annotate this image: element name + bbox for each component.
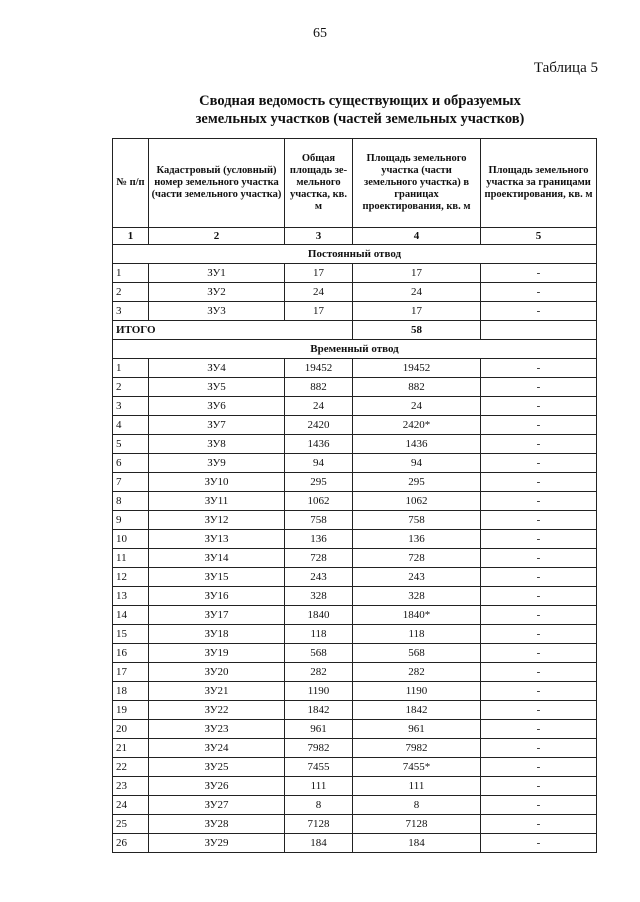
inside-area: 2420* xyxy=(353,416,481,435)
row-number: 3 xyxy=(113,302,149,321)
cadastral-number: ЗУ29 xyxy=(149,834,285,853)
outside-area: - xyxy=(481,796,597,815)
inside-area: 1190 xyxy=(353,682,481,701)
row-number: 2 xyxy=(113,378,149,397)
column-numbers-row xyxy=(113,228,597,245)
row-number: 8 xyxy=(113,492,149,511)
row-number: 10 xyxy=(113,530,149,549)
inside-area: 728 xyxy=(353,549,481,568)
outside-area: - xyxy=(481,663,597,682)
row-number: 3 xyxy=(113,397,149,416)
row-number: 7 xyxy=(113,473,149,492)
outside-area: - xyxy=(481,815,597,834)
outside-area: - xyxy=(481,568,597,587)
row-number: 25 xyxy=(113,815,149,834)
total-area: 24 xyxy=(285,283,353,302)
table-row xyxy=(113,359,597,378)
row-number: 4 xyxy=(113,416,149,435)
table-row xyxy=(113,682,597,701)
row-number: 23 xyxy=(113,777,149,796)
cadastral-number: ЗУ21 xyxy=(149,682,285,701)
outside-area: - xyxy=(481,283,597,302)
table-row xyxy=(113,378,597,397)
row-number: 5 xyxy=(113,435,149,454)
table-row xyxy=(113,530,597,549)
total-area: 328 xyxy=(285,587,353,606)
table-row xyxy=(113,473,597,492)
cadastral-number: ЗУ8 xyxy=(149,435,285,454)
outside-area: - xyxy=(481,834,597,853)
total-area: 882 xyxy=(285,378,353,397)
total-area: 184 xyxy=(285,834,353,853)
inside-area: 1062 xyxy=(353,492,481,511)
cadastral-number: ЗУ13 xyxy=(149,530,285,549)
table-row xyxy=(113,264,597,283)
table-row xyxy=(113,511,597,530)
row-number: 6 xyxy=(113,454,149,473)
total-area: 136 xyxy=(285,530,353,549)
inside-area: 882 xyxy=(353,378,481,397)
header-cell: Кадастровый (условный) номер земельного участка (части земельного участка) xyxy=(149,139,285,228)
table-label: Таблица 5 xyxy=(533,60,598,76)
cadastral-number: ЗУ22 xyxy=(149,701,285,720)
cadastral-number: ЗУ12 xyxy=(149,511,285,530)
total-area: 1436 xyxy=(285,435,353,454)
inside-area: 295 xyxy=(353,473,481,492)
total-area: 19452 xyxy=(285,359,353,378)
total-area: 7128 xyxy=(285,815,353,834)
inside-area: 24 xyxy=(353,283,481,302)
total-area: 1190 xyxy=(285,682,353,701)
cadastral-number: ЗУ3 xyxy=(149,302,285,321)
total-area: 118 xyxy=(285,625,353,644)
inside-area: 1436 xyxy=(353,435,481,454)
total-row xyxy=(113,321,597,340)
cadastral-number: ЗУ5 xyxy=(149,378,285,397)
column-number: 4 xyxy=(353,228,481,245)
inside-area: 111 xyxy=(353,777,481,796)
inside-area: 17 xyxy=(353,302,481,321)
cadastral-number: ЗУ27 xyxy=(149,796,285,815)
header-row xyxy=(113,139,597,228)
row-number: 1 xyxy=(113,359,149,378)
table-row xyxy=(113,720,597,739)
cadastral-number: ЗУ10 xyxy=(149,473,285,492)
table-row xyxy=(113,302,597,321)
table-row xyxy=(113,492,597,511)
outside-area: - xyxy=(481,701,597,720)
outside-area: - xyxy=(481,758,597,777)
cadastral-number: ЗУ28 xyxy=(149,815,285,834)
total-area: 1840 xyxy=(285,606,353,625)
cadastral-number: ЗУ25 xyxy=(149,758,285,777)
outside-area: - xyxy=(481,473,597,492)
document-title xyxy=(0,92,640,128)
cadastral-number: ЗУ1 xyxy=(149,264,285,283)
cadastral-number: ЗУ20 xyxy=(149,663,285,682)
header-cell: № п/п xyxy=(113,139,149,228)
outside-area: - xyxy=(481,606,597,625)
row-number: 17 xyxy=(113,663,149,682)
table-row xyxy=(113,549,597,568)
total-area: 8 xyxy=(285,796,353,815)
cadastral-number: ЗУ18 xyxy=(149,625,285,644)
total-area: 295 xyxy=(285,473,353,492)
cadastral-number: ЗУ23 xyxy=(149,720,285,739)
table-row xyxy=(113,796,597,815)
table-row xyxy=(113,758,597,777)
row-number: 16 xyxy=(113,644,149,663)
land-plots-table xyxy=(112,138,597,853)
inside-area: 94 xyxy=(353,454,481,473)
cadastral-number: ЗУ24 xyxy=(149,739,285,758)
table-row xyxy=(113,454,597,473)
table-row xyxy=(113,815,597,834)
row-number: 2 xyxy=(113,283,149,302)
header-cell: Площадь земельного участка за границами проектирования, кв. м xyxy=(481,139,597,228)
inside-area: 184 xyxy=(353,834,481,853)
total-area: 17 xyxy=(285,264,353,283)
total-value: 58 xyxy=(353,321,481,340)
section-label: Временный отвод xyxy=(113,340,597,359)
row-number: 11 xyxy=(113,549,149,568)
page-number: 65 xyxy=(313,26,327,41)
total-area: 2420 xyxy=(285,416,353,435)
row-number: 12 xyxy=(113,568,149,587)
cadastral-number: ЗУ9 xyxy=(149,454,285,473)
outside-area: - xyxy=(481,416,597,435)
table-row xyxy=(113,701,597,720)
total-area: 94 xyxy=(285,454,353,473)
outside-area: - xyxy=(481,625,597,644)
total-area: 568 xyxy=(285,644,353,663)
outside-area: - xyxy=(481,302,597,321)
table-row xyxy=(113,435,597,454)
total-area: 961 xyxy=(285,720,353,739)
outside-area: - xyxy=(481,378,597,397)
cadastral-number: ЗУ7 xyxy=(149,416,285,435)
total-empty-cell xyxy=(481,321,597,340)
inside-area: 568 xyxy=(353,644,481,663)
row-number: 1 xyxy=(113,264,149,283)
inside-area: 136 xyxy=(353,530,481,549)
cadastral-number: ЗУ6 xyxy=(149,397,285,416)
row-number: 18 xyxy=(113,682,149,701)
inside-area: 243 xyxy=(353,568,481,587)
total-label: ИТОГО xyxy=(113,321,353,340)
outside-area: - xyxy=(481,587,597,606)
table-row xyxy=(113,397,597,416)
cadastral-number: ЗУ15 xyxy=(149,568,285,587)
outside-area: - xyxy=(481,682,597,701)
column-number: 1 xyxy=(113,228,149,245)
inside-area: 758 xyxy=(353,511,481,530)
cadastral-number: ЗУ11 xyxy=(149,492,285,511)
outside-area: - xyxy=(481,720,597,739)
outside-area: - xyxy=(481,739,597,758)
cadastral-number: ЗУ16 xyxy=(149,587,285,606)
cadastral-number: ЗУ2 xyxy=(149,283,285,302)
title-line-2: земельных участков (частей земельных участков) xyxy=(195,111,525,127)
outside-area: - xyxy=(481,549,597,568)
row-number: 22 xyxy=(113,758,149,777)
total-area: 111 xyxy=(285,777,353,796)
inside-area: 7455* xyxy=(353,758,481,777)
row-number: 19 xyxy=(113,701,149,720)
inside-area: 1842 xyxy=(353,701,481,720)
outside-area: - xyxy=(481,397,597,416)
section-label: Постоянный отвод xyxy=(113,245,597,264)
inside-area: 282 xyxy=(353,663,481,682)
cadastral-number: ЗУ14 xyxy=(149,549,285,568)
inside-area: 17 xyxy=(353,264,481,283)
inside-area: 961 xyxy=(353,720,481,739)
outside-area: - xyxy=(481,777,597,796)
total-area: 7982 xyxy=(285,739,353,758)
table-row xyxy=(113,587,597,606)
outside-area: - xyxy=(481,492,597,511)
inside-area: 8 xyxy=(353,796,481,815)
column-number: 5 xyxy=(481,228,597,245)
total-area: 17 xyxy=(285,302,353,321)
inside-area: 7128 xyxy=(353,815,481,834)
outside-area: - xyxy=(481,511,597,530)
table-row xyxy=(113,834,597,853)
section-row-permanent xyxy=(113,245,597,264)
total-area: 282 xyxy=(285,663,353,682)
row-number: 13 xyxy=(113,587,149,606)
table-row xyxy=(113,625,597,644)
column-number: 2 xyxy=(149,228,285,245)
header-cell: Общая площадь зе-мельного участка, кв. м xyxy=(285,139,353,228)
table-row xyxy=(113,663,597,682)
cadastral-number: ЗУ17 xyxy=(149,606,285,625)
outside-area: - xyxy=(481,264,597,283)
total-area: 7455 xyxy=(285,758,353,777)
row-number: 21 xyxy=(113,739,149,758)
total-area: 758 xyxy=(285,511,353,530)
table-row xyxy=(113,644,597,663)
table-row xyxy=(113,777,597,796)
column-number: 3 xyxy=(285,228,353,245)
row-number: 9 xyxy=(113,511,149,530)
inside-area: 328 xyxy=(353,587,481,606)
table-row xyxy=(113,416,597,435)
inside-area: 7982 xyxy=(353,739,481,758)
cadastral-number: ЗУ4 xyxy=(149,359,285,378)
title-line-1: Сводная ведомость существующих и образуемых xyxy=(199,93,521,109)
table-row xyxy=(113,283,597,302)
row-number: 24 xyxy=(113,796,149,815)
section-row-temporary xyxy=(113,340,597,359)
total-area: 243 xyxy=(285,568,353,587)
total-area: 728 xyxy=(285,549,353,568)
cadastral-number: ЗУ26 xyxy=(149,777,285,796)
total-area: 1842 xyxy=(285,701,353,720)
outside-area: - xyxy=(481,644,597,663)
row-number: 20 xyxy=(113,720,149,739)
inside-area: 19452 xyxy=(353,359,481,378)
cadastral-number: ЗУ19 xyxy=(149,644,285,663)
inside-area: 118 xyxy=(353,625,481,644)
total-area: 1062 xyxy=(285,492,353,511)
outside-area: - xyxy=(481,530,597,549)
row-number: 15 xyxy=(113,625,149,644)
outside-area: - xyxy=(481,359,597,378)
row-number: 26 xyxy=(113,834,149,853)
table-row xyxy=(113,568,597,587)
table-row xyxy=(113,739,597,758)
row-number: 14 xyxy=(113,606,149,625)
outside-area: - xyxy=(481,454,597,473)
header-cell: Площадь земельного участка (части земельного участка) в границах проектирования, кв. м xyxy=(353,139,481,228)
outside-area: - xyxy=(481,435,597,454)
total-area: 24 xyxy=(285,397,353,416)
table-row xyxy=(113,606,597,625)
inside-area: 24 xyxy=(353,397,481,416)
inside-area: 1840* xyxy=(353,606,481,625)
